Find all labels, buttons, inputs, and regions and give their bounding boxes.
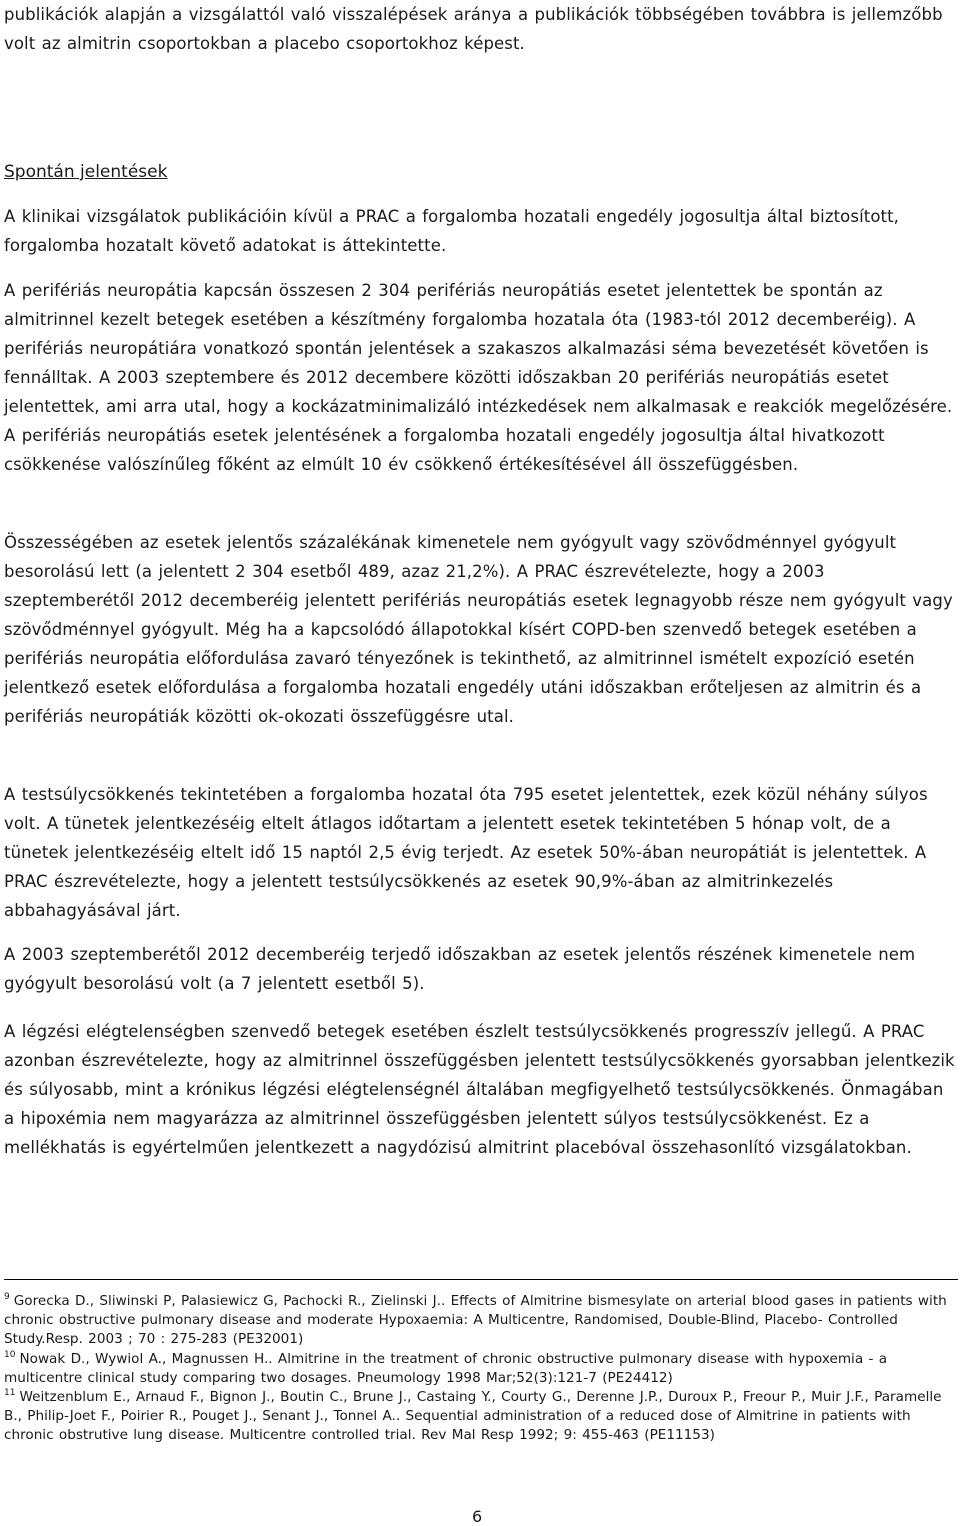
footnote-number: 10 xyxy=(4,1350,16,1361)
weight-loss-paragraph: A testsúlycsökkenés tekintetében a forgalomba hozatal óta 795 esetet jelentettek, ezek közül néhány súlyos volt. A tünetek jelentkezéséig eltelt átlagos időtartam a jelentett esetek tekintetében 5 hónap volt, de a tünetek jelentkezéséig eltelt idő 15 naptól 2,5 évig terjedt. Az esetek 50%-ában neuropátiát is jelentettek. A PRAC észrevételezte, hogy a jelentett testsúlycsökkenés az esetek 90,9%-ában az almitrinkezelés abbahagyásával járt. xyxy=(4,785,928,920)
footnote-divider xyxy=(4,1279,958,1280)
peripheral-neuropathy-paragraph: A perifériás neuropátia kapcsán összesen 2 304 perifériás neuropátiás esetet jelentettek be spontán az almitrinnel kezelt betegek esetében a készítmény forgalomba hozatala óta (1983-tól 2012 decemberéig). A perifériás neuropátiára vonatkozó spontán jelentések a szakaszos alkalmazási séma bevezetését követően is fennálltak. A 2003 szeptembere és 2012 decembere közötti időszakban 20 perifériás neuropátiás esetet jelentettek, ami arra utal, hogy a kockázatminimalizáló intézkedések nem alkalmasak e reakciók megelőzésére. A perifériás neuropátiás esetek jelentésének a forgalomba hozatali engedély jogosultja által hivatkozott csökkenése valószínűleg főként az elmúlt 10 év csökkenő értékesítésével áll összefüggésben. xyxy=(4,281,953,474)
footnote-10 xyxy=(4,1350,954,1388)
footnote-9 xyxy=(4,1292,954,1350)
section-heading-spontaneous-reports: Spontán jelentések xyxy=(4,162,168,182)
footnotes xyxy=(4,1292,954,1446)
weight-loss-2003-2012-paragraph: A 2003 szeptemberétől 2012 decemberéig terjedő időszakban az esetek jelentős részének kimenetele nem gyógyult besorolású volt (a 7 jelentett esetből 5). xyxy=(4,945,916,993)
footnote-text: Weitzenblum E., Arnaud F., Bignon J., Boutin C., Brune J., Castaing Y., Courty G., Derenne J.P., Duroux P., Freour P., Muir J.F., Paramelle B., Philip-Joet F., Poirier R., Pouget J., Senant J., Tonnel A.. Sequential administration of a reduced dose of Almitrine in patients with chronic obstrutive lung disease. Multicentre controlled trial. Rev Mal Resp 1992; 9: 455-463 (PE11153) xyxy=(4,1389,942,1444)
footnote-number: 9 xyxy=(4,1292,10,1303)
footnote-number: 11 xyxy=(4,1388,16,1399)
footnote-11 xyxy=(4,1388,954,1446)
intro-paragraph: publikációk alapján a vizsgálattól való visszalépések aránya a publikációk többségében továbbra is jellemzőbb volt az almitrin csoportokban a placebo csoportokhoz képest. xyxy=(4,5,943,53)
footnote-text: Gorecka D., Sliwinski P, Palasiewicz G, Pachocki R., Zielinski J.. Effects of Almitrine bismesylate on arterial blood gases in patients with chronic obstructive pulmonary disease and moderate Hypoxaemia: A Multicentre, Randomised, Double-Blind, Placebo- Controlled Study.Resp. 2003 ; 70 : 275-283 (PE32001) xyxy=(4,1293,947,1348)
footnote-text: Nowak D., Wywiol A., Magnussen H.. Almitrine in the treatment of chronic obstructive pulmonary disease with hypoxemia - a multicentre clinical study comparing two dosages. Pneumology 1998 Mar;52(3):121-7 (PE24412) xyxy=(4,1350,888,1386)
page-number: 6 xyxy=(472,1507,483,1526)
respiratory-failure-paragraph: A légzési elégtelenségben szenvedő betegek esetében észlelt testsúlycsökkenés progresszív jellegű. A PRAC azonban észrevételezte, hogy az almitrinnel összefüggésben jelentett testsúlycsökkenés gyorsabban jelentkezik és súlyosabb, mint a krónikus légzési elégtelenségnél általában megfigyelhető testsúlycsökkenés. Önmagában a hipoxémia nem magyarázza az almitrinnel összefüggésben jelentett súlyos testsúlycsökkenést. Ez a mellékhatás is egyértelműen jelentkezett a nagydózisú almitrint placebóval összehasonlító vizsgálatokban. xyxy=(4,1022,955,1157)
outcome-summary-paragraph: Összességében az esetek jelentős százalékának kimenetele nem gyógyult vagy szövődménnyel gyógyult besorolású lett (a jelentett 2 304 esetből 489, azaz 21,2%). A PRAC észrevételezte, hogy a 2003 szeptemberétől 2012 decemberéig jelentett perifériás neuropátiás esetek legnagyobb része nem gyógyult vagy szövődménnyel gyógyult. Még ha a kapcsolódó állapotokkal kísért COPD-ben szenvedő betegek esetében a perifériás neuropátia előfordulása zavaró tényezőnek is tekinthető, az almitrinnel ismételt expozíció esetén jelentkező esetek előfordulása a forgalomba hozatali engedély utáni időszakban erőteljesen az almitrin és a perifériás neuropátiák közötti ok-okozati összefüggésre utal. xyxy=(4,533,953,726)
prac-review-paragraph: A klinikai vizsgálatok publikációin kívül a PRAC a forgalomba hozatali engedély jogosultja által biztosított, forgalomba hozatalt követő adatokat is áttekintette. xyxy=(4,207,899,255)
